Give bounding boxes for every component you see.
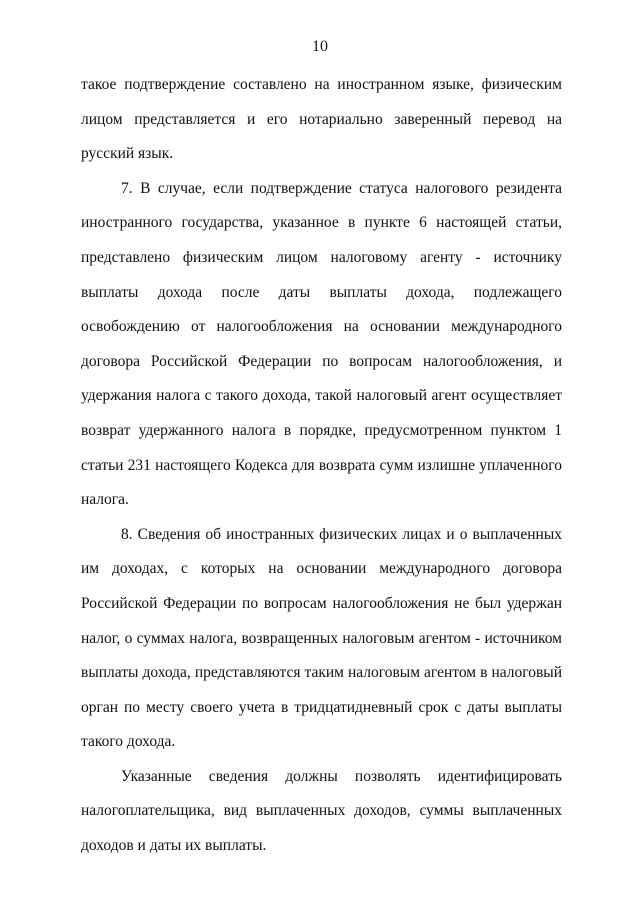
paragraph-continuation: такое подтверждение составлено на иностранном языке, физическим лицом представляется и его нотариально заверенный перевод на русский язык. — [81, 76, 562, 163]
page-number: 10 — [312, 38, 328, 55]
document-body — [81, 68, 562, 864]
paragraph-item-8: 8. Сведения об иностранных физических лицах и о выплаченных им доходах, с которых на основании международного договора Российской Федерации по вопросам налогообложения не был удержан налог, о суммах налога, возвращенных налоговым агентом - источником выплаты дохода, представляются таким налоговым агентом в налоговый орган по месту своего учета в тридцатидневный срок с даты выплаты такого дохода. — [81, 525, 562, 751]
paragraph-item-7: 7. В случае, если подтверждение статуса налогового резидента иностранного государства, указанное в пункте 6 настоящей статьи, представлено физическим лицом налоговому агенту - источнику выплаты дохода после даты выплаты дохода, подлежащего освобождению от налогообложения на основании международного договора Российской Федерации по вопросам налогообложения, и удержания налога с такого дохода, такой налоговый агент осуществляет возврат удержанного налога в порядке, предусмотренном пунктом 1 статьи 231 настоящего Кодекса для возврата сумм излишне уплаченного налога. — [81, 179, 562, 509]
paragraph-note: Указанные сведения должны позволять идентифицировать налогоплательщика, вид выплаченных доходов, суммы выплаченных доходов и даты их выплаты. — [81, 767, 562, 855]
